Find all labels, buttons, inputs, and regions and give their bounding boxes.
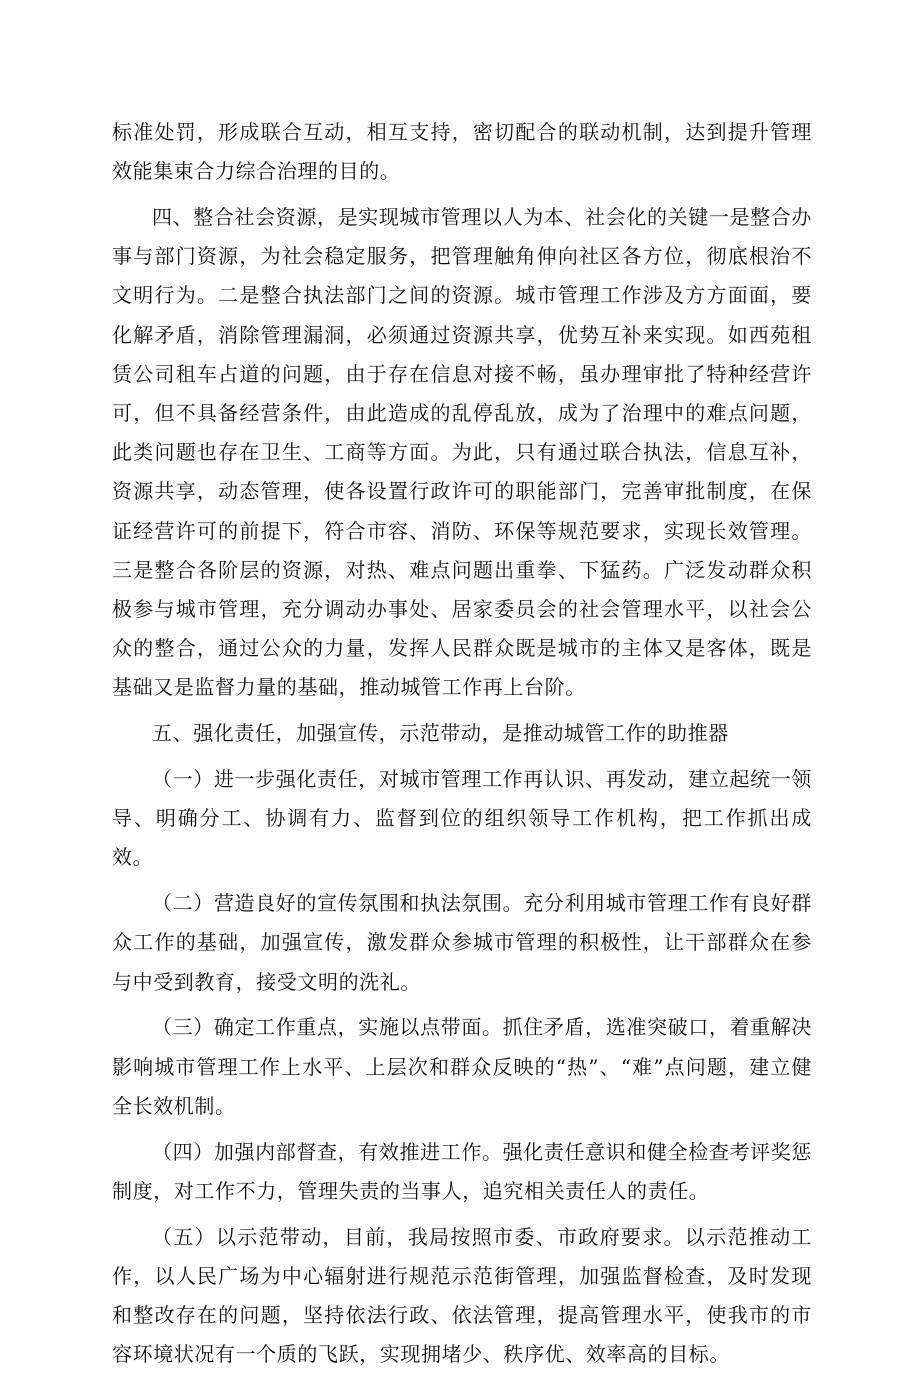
- paragraph-item-two: （二）营造良好的宣传氛围和执法氛围。充分利用城市管理工作有良好群众工作的基础，加强宣传，激发群众参城市管理的积极性，让干部群众在参与中受到教育，接受文明的洗礼。: [112, 891, 812, 994]
- paragraph-item-three: （三）确定工作重点，实施以点带面。抓住矛盾，选准突破口，着重解决影响城市管理工作上水平、上层次和群众反映的“热”、“难”点问题，建立健全长效机制。: [112, 1015, 812, 1118]
- paragraph-item-five: （五）以示范带动，目前，我局按照市委、市政府要求。以示范推动工作，以人民广场为中心辐射进行规范示范街管理，加强监督检查，及时发现和整改存在的问题，坚持依法行政、依法管理，提高管理水平，使我市的市容环境状况有一个质的飞跃，实现拥堵少、秩序优、效率高的目标。: [112, 1224, 812, 1367]
- document-page: [112, 113, 812, 1381]
- paragraph-section-four: 四、整合社会资源，是实现城市管理以人为本、社会化的关键一是整合办事与部门资源，为社会稳定服务，把管理触角伸向社区各方位，彻底根治不文明行为。二是整合执法部门之间的资源。城市管理工作涉及方方面面，要化解矛盾，消除管理漏洞，必须通过资源共享，优势互补来实现。如西苑租赁公司租车占道的问题，由于存在信息对接不畅，虽办理审批了特种经营许可，但不具备经营条件，由此造成的乱停乱放，成为了治理中的难点问题，此类问题也存在卫生、工商等方面。为此，只有通过联合执法，信息互补，资源共享，动态管理，使各设置行政许可的职能部门，完善审批制度，在保证经营许可的前提下，符合市容、消防、环保等规范要求，实现长效管理。三是整合各阶层的资源，对热、难点问题出重拳、下猛药。广泛发动群众积极参与城市管理，充分调动办事处、居家委员会的社会管理水平，以社会公众的整合，通过公众的力量，发挥人民群众既是城市的主体又是客体，既是基础又是监督力量的基础，推动城管工作再上台阶。: [112, 205, 812, 700]
- paragraph-item-one: （一）进一步强化责任，对城市管理工作再认识、再发动，建立起统一领导、明确分工、协调有力、监督到位的组织领导工作机构，把工作抓出成效。: [112, 767, 812, 870]
- paragraph-continuation: 标准处罚，形成联合互动，相互支持，密切配合的联动机制，达到提升管理效能集束合力综合治理的目的。: [112, 120, 812, 184]
- section-five-heading: 五、强化责任，加强宣传，示范带动，是推动城管工作的助推器: [152, 721, 729, 746]
- paragraph-item-four: （四）加强内部督查，有效推进工作。强化责任意识和健全检查考评奖惩制度，对工作不力，管理失责的当事人，追究相关责任人的责任。: [112, 1139, 812, 1203]
